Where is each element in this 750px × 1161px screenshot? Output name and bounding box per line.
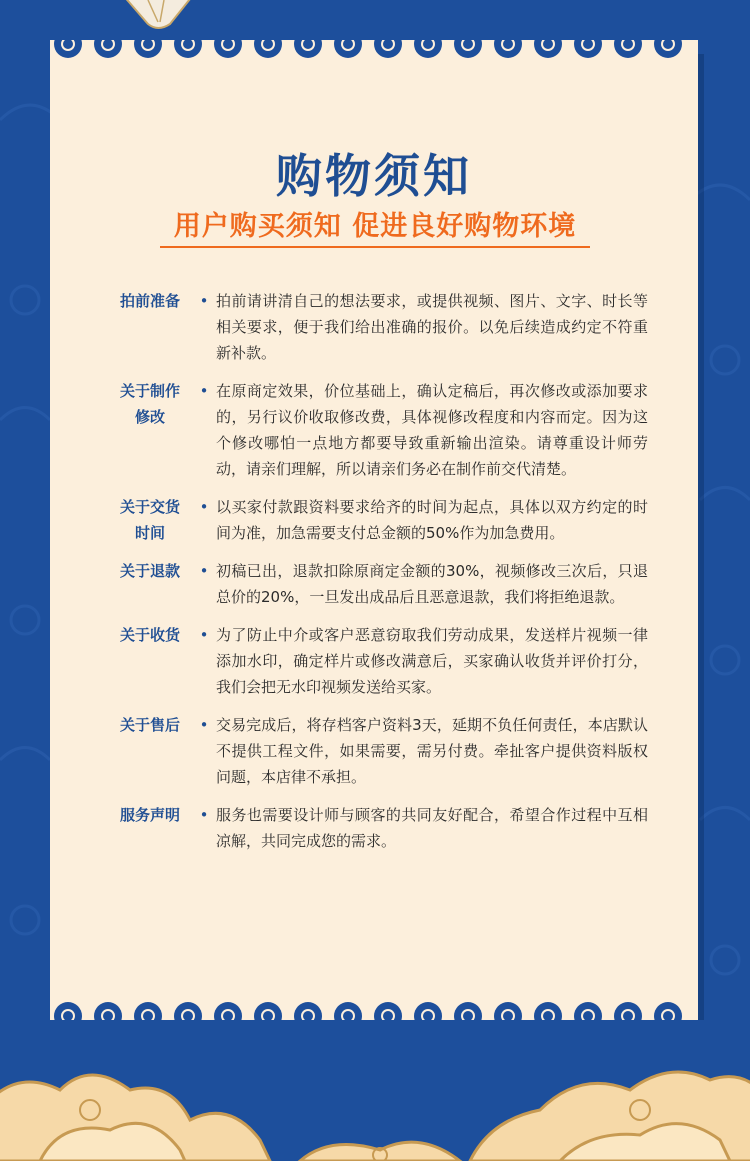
notice-item-text: 拍前请讲清自己的想法要求，或提供视频、图片、文字、时长等相关要求，便于我们给出准确的报价。以免后续造成约定不符重新补款。 [216, 292, 648, 362]
notice-item-text: 初稿已出，退款扣除原商定金额的30%，视频修改三次后，只退总价的20%，一旦发出成品后且恶意退款，我们将拒绝退款。 [216, 562, 648, 606]
notice-item-text: 交易完成后，将存档客户资料3天，延期不负任何责任，本店默认不提供工程文件，如果需要，需另付费。牵扯客户提供资料版权问题，本店律不承担。 [216, 716, 648, 786]
notice-item-revision [108, 378, 648, 482]
notice-item-pre-shoot [108, 288, 648, 366]
bullet-icon: • [199, 292, 209, 310]
notice-item-after-sales [108, 712, 648, 790]
notice-item-text: 在原商定效果，价位基础上，确认定稿后，再次修改或添加要求的，另行议价收取修改费，具体视修改程度和内容而定。因为这个修改哪怕一点地方都要导致重新输出渲染。请尊重设计师劳动，请亲们理解，所以请亲们务必在制作前交代清楚。 [216, 382, 648, 478]
bullet-icon: • [199, 716, 209, 734]
notice-item-label: 服务声明 [119, 806, 180, 824]
notice-item-label: 关于退款 [119, 562, 180, 580]
notice-item-label: 关于制作修改 [120, 382, 181, 426]
notice-item-label: 关于收货 [119, 626, 180, 644]
bullet-icon: • [199, 626, 209, 644]
notice-item-delivery [108, 494, 648, 546]
card-top-scallop-border [50, 40, 698, 80]
notice-item-text: 服务也需要设计师与顾客的共同友好配合，希望合作过程中互相凉解，共同完成您的需求。 [216, 806, 648, 850]
bullet-icon: • [199, 498, 209, 516]
bullet-icon: • [199, 806, 209, 824]
page-subtitle: 用户购买须知 促进良好购物环境 [160, 204, 590, 248]
notice-item-service-statement [108, 802, 648, 854]
bullet-icon: • [199, 562, 209, 580]
notice-item-text: 以买家付款跟资料要求给齐的时间为起点，具体以双方约定的时间为准，加急需要支付总金额的50%作为加急费用。 [216, 498, 648, 542]
bullet-icon: • [199, 382, 209, 400]
notice-item-receipt [108, 622, 648, 700]
notice-list [108, 288, 648, 866]
notice-item-label: 关于售后 [119, 716, 180, 734]
notice-item-text: 为了防止中介或客户恶意窃取我们劳动成果，发送样片视频一律添加水印，确定样片或修改满意后，买家确认收货并评价打分，我们会把无水印视频发送给买家。 [216, 626, 648, 696]
golden-clouds-decoration [0, 1040, 750, 1161]
card-bottom-scallop-border [50, 980, 698, 1020]
page-title: 购物须知 [276, 149, 472, 203]
crane-wing-decoration [118, 0, 198, 34]
notice-item-label: 拍前准备 [119, 292, 180, 310]
notice-item-label: 关于交货时间 [120, 498, 181, 542]
notice-item-refund [108, 558, 648, 610]
